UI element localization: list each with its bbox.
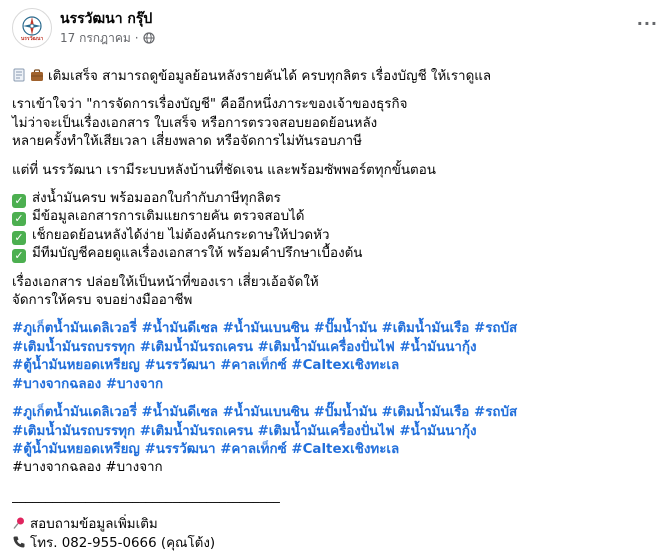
hashtag-line[interactable]: #ตู้น้ำมันหยอดเหรียญ #นรรวัฒนา #คาลเท็กซ์ #Caltexเชิงทะเล	[12, 358, 400, 374]
check-item	[12, 208, 660, 226]
intro-line	[12, 68, 660, 86]
receipt-icon	[12, 68, 26, 82]
check-item-text: มีทีมบัญชีคอยดูแลเรื่องเอกสารให้ พร้อมคำปรึกษาเบื้องต้น	[32, 246, 363, 262]
post-date-link[interactable]: 17 กรกฎาคม	[60, 31, 131, 45]
post-body	[12, 58, 660, 553]
hashtag-line[interactable]: #เติมน้ำมันรถบรรทุก #เติมน้ำมันรถเครน #เติมน้ำมันเครื่องปั่นไฟ #น้ำมันนากุ้ง	[12, 339, 477, 355]
logo-text: นรรวัฒนา	[20, 35, 44, 42]
compass-logo-icon	[21, 15, 43, 37]
phone-text: โทร. 082-955-0666 (คุณโต้ง)	[30, 535, 216, 551]
pushpin-icon	[12, 516, 26, 530]
globe-icon[interactable]	[143, 32, 155, 44]
para1-line-1: เราเข้าใจว่า "การจัดการเรื่องบัญชี" คืออีกหนึ่งภาระของเจ้าของธุรกิจ	[12, 97, 408, 113]
check-item-text: เช็กยอดย้อนหลังได้ง่าย ไม่ต้องค้นกระดาษให้ปวดหัว	[32, 227, 330, 243]
check-item	[12, 190, 660, 208]
post-header	[12, 8, 660, 58]
post-meta	[60, 8, 155, 46]
check-mark-icon: ✓	[12, 194, 26, 208]
para3-line-2: จัดการให้ครบ จบอย่างมืออาชีพ	[12, 293, 193, 309]
hashtag-line[interactable]: #เติมน้ำมันรถบรรทุก #เติมน้ำมันรถเครน #เติมน้ำมันเครื่องปั่นไฟ #น้ำมันนากุ้ง	[12, 423, 477, 439]
briefcase-icon	[30, 68, 44, 82]
contact-title: สอบถามข้อมูลเพิ่มเติม	[30, 517, 158, 533]
para3-line-1: เรื่องเอกสาร ปล่อยให้เป็นหน้าที่ของเรา เสี่ยวเอ้อจัดให้	[12, 274, 319, 290]
hashtags-block-1	[12, 320, 660, 394]
check-mark-icon: ✓	[12, 212, 26, 226]
check-item-text: มีข้อมูลเอกสารการเติมแยกรายคัน ตรวจสอบได้	[32, 209, 305, 225]
contact-title-line	[12, 516, 660, 534]
hashtag-line[interactable]: #ตู้น้ำมันหยอดเหรียญ #นรรวัฒนา #คาลเท็กซ์ #Caltexเชิงทะเล	[12, 441, 400, 457]
more-options-icon[interactable]: ···	[636, 14, 658, 33]
text-divider: ________________________________________	[12, 488, 280, 504]
page-name-link[interactable]: นรรวัฒนา กรุ๊ป	[60, 11, 153, 27]
hashtag-line[interactable]: #บางจากฉลอง #บางจาก	[12, 376, 164, 392]
para1-line-3: หลายครั้งทำให้เสียเวลา เสี่ยงพลาด หรือจัดการไม่ทันรอบภาษี	[12, 134, 362, 150]
check-mark-icon: ✓	[12, 249, 26, 263]
hashtag-line[interactable]: #ภูเก็ตน้ำมันเดลิเวอรี่ #น้ำมันดีเซล #น้ำมันเบนซิน #ปั๊มน้ำมัน #เติมน้ำมันเรือ #รถบัส	[12, 321, 518, 337]
hashtags-block-2	[12, 404, 660, 478]
post-subline	[60, 30, 155, 46]
check-item	[12, 245, 660, 263]
para2-line: แต่ที่ นรรวัฒนา เรามีระบบหลังบ้านที่ชัดเจน และพร้อมซัพพอร์ตทุกขั้นตอน	[12, 162, 436, 178]
check-item	[12, 227, 660, 245]
page-avatar[interactable]	[12, 8, 52, 48]
para1-line-2: ไม่ว่าจะเป็นเรื่องเอกสาร ใบเสร็จ หรือการตรวจสอบยอดย้อนหลัง	[12, 115, 378, 131]
separator-dot: ·	[134, 31, 139, 45]
check-mark-icon: ✓	[12, 231, 26, 245]
check-item-text: ส่งน้ำมันครบ พร้อมออกใบกำกับภาษีทุกลิตร	[32, 191, 281, 207]
plain-hashtag-line: #บางจากฉลอง #บางจาก	[12, 460, 163, 476]
hashtag-line[interactable]: #ภูเก็ตน้ำมันเดลิเวอรี่ #น้ำมันดีเซล #น้ำมันเบนซิน #ปั๊มน้ำมัน #เติมน้ำมันเรือ #รถบัส	[12, 405, 518, 421]
phone-icon	[12, 535, 26, 549]
phone-line	[12, 535, 660, 553]
intro-text: เติมเสร็จ สามารถดูข้อมูลย้อนหลังรายคันได้ ครบทุกลิตร เรื่องบัญชี ให้เราดูแล	[48, 69, 492, 84]
